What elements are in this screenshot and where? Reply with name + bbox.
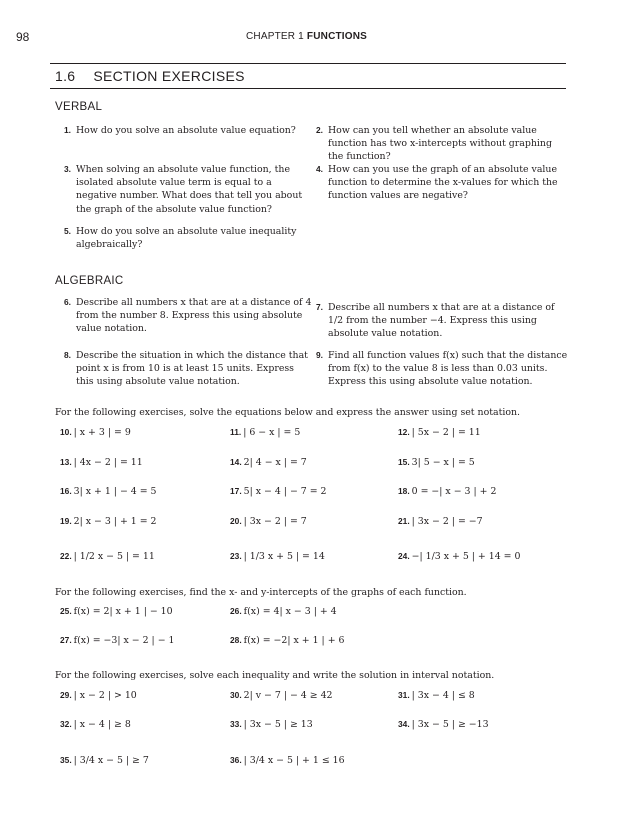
exercise-number: 21.: [398, 516, 410, 526]
exercise-text: Describe the situation in which the distance that point x is from 10 is at least 15 units. Express this using absolute value notation.: [76, 350, 308, 388]
section-title: [55, 68, 245, 84]
intercepts-intro: For the following exercises, find the x- and y-intercepts of the graphs of each function.: [55, 587, 467, 598]
equation: 2| 4 − x | = 7: [243, 457, 307, 468]
exercise-number: 5.: [64, 226, 71, 236]
exercise-3: [64, 163, 314, 216]
exercise-number: 15.: [398, 457, 410, 467]
exercise-number: 2.: [316, 125, 323, 135]
exercise-35: [60, 755, 149, 766]
section-title-text: SECTION EXERCISES: [93, 68, 245, 84]
exercise-number: 24.: [398, 551, 410, 561]
exercise-14: [230, 457, 307, 468]
exercise-text: Find all function values f(x) such that the distance from f(x) to the value 8 is less than 0.03 units. Express this using absolute value notation.: [328, 350, 568, 388]
algebraic-heading: ALGEBRAIC: [55, 275, 124, 287]
exercise-30: [230, 690, 333, 701]
exercise-24: [398, 551, 520, 562]
exercise-number: 13.: [60, 457, 72, 467]
equation: | x + 3 | = 9: [73, 427, 131, 438]
equation: | 1/3 x + 5 | = 14: [243, 551, 325, 562]
exercise-2: [316, 124, 570, 164]
verbal-heading: VERBAL: [55, 101, 103, 113]
exercise-11: [230, 427, 300, 438]
equation: | 3x − 5 | ≥ 13: [243, 719, 313, 730]
exercise-number: 33.: [230, 719, 242, 729]
exercise-text: How can you tell whether an absolute value function has two x-intercepts without graphing the function?: [328, 125, 552, 163]
equation: | x − 4 | ≥ 8: [73, 719, 131, 730]
exercise-number: 8.: [64, 350, 71, 360]
equation: | 6 − x | = 5: [243, 427, 301, 438]
equation: f(x) = −3| x − 2 | − 1: [73, 635, 175, 646]
equation: | 3x − 2 | = 7: [243, 516, 307, 527]
exercise-20: [230, 516, 307, 527]
equation: f(x) = 2| x + 1 | − 10: [73, 606, 173, 617]
exercise-number: 9.: [316, 350, 323, 360]
exercise-text: How do you solve an absolute value inequality algebraically?: [76, 226, 297, 251]
exercise-25: [60, 606, 173, 617]
exercise-number: 23.: [230, 551, 242, 561]
equation: | x − 2 | > 10: [73, 690, 137, 701]
section-rule-top: [50, 63, 566, 64]
exercise-text: Describe all numbers x that are at a distance of 4 from the number 8. Express this using absolute value notation.: [76, 297, 312, 335]
exercise-7: [316, 301, 570, 341]
exercise-15: [398, 457, 475, 468]
exercise-8: [64, 349, 314, 389]
exercise-number: 36.: [230, 755, 242, 765]
exercise-22: [60, 551, 155, 562]
exercise-32: [60, 719, 131, 730]
exercise-10: [60, 427, 131, 438]
equation: 2| v − 7 | − 4 ≥ 42: [243, 690, 333, 701]
equation: | 5x − 2 | = 11: [411, 427, 481, 438]
equation: 5| x − 4 | − 7 = 2: [243, 486, 327, 497]
exercise-4: [316, 163, 570, 203]
exercise-number: 26.: [230, 606, 242, 616]
equation: 3| x + 1 | − 4 = 5: [73, 486, 157, 497]
exercise-1: [64, 124, 304, 137]
exercise-number: 1.: [64, 125, 71, 135]
set-notation-intro: For the following exercises, solve the equations below and express the answer using set notation.: [55, 407, 521, 418]
exercise-number: 25.: [60, 606, 72, 616]
exercise-number: 32.: [60, 719, 72, 729]
chapter-label: CHAPTER 1: [246, 31, 304, 42]
exercise-33: [230, 719, 313, 730]
equation: | 3/4 x − 5 | ≥ 7: [73, 755, 149, 766]
exercise-17: [230, 486, 327, 497]
equation: | 3x − 2 | = −7: [411, 516, 483, 527]
equation: | 3x − 5 | ≥ −13: [411, 719, 489, 730]
equation: | 3x − 4 | ≤ 8: [411, 690, 475, 701]
exercise-number: 18.: [398, 486, 410, 496]
equation: f(x) = −2| x + 1 | + 6: [243, 635, 345, 646]
exercise-number: 34.: [398, 719, 410, 729]
exercise-number: 19.: [60, 516, 72, 526]
exercise-5: [64, 225, 314, 251]
page-number: 98: [16, 30, 30, 44]
exercise-12: [398, 427, 481, 438]
exercise-18: [398, 486, 496, 497]
exercise-31: [398, 690, 475, 701]
exercise-28: [230, 635, 345, 646]
exercise-number: 22.: [60, 551, 72, 561]
exercise-text: How do you solve an absolute value equation?: [76, 125, 296, 136]
inequalities-intro: For the following exercises, solve each inequality and write the solution in interval notation.: [55, 670, 495, 681]
exercise-36: [230, 755, 345, 766]
exercise-number: 17.: [230, 486, 242, 496]
equation: 3| 5 − x | = 5: [411, 457, 475, 468]
exercise-number: 6.: [64, 297, 71, 307]
exercise-number: 12.: [398, 427, 410, 437]
exercise-number: 35.: [60, 755, 72, 765]
section-rule-bottom: [50, 88, 566, 89]
equation: f(x) = 4| x − 3 | + 4: [243, 606, 337, 617]
equation: 0 = −| x − 3 | + 2: [411, 486, 497, 497]
exercise-number: 7.: [316, 302, 323, 312]
exercise-text: Describe all numbers x that are at a distance of 1/2 from the number −4. Express this using absolute value notation.: [328, 302, 555, 340]
exercise-text: When solving an absolute value function, the isolated absolute value term is equal to a negative number. What does that tell you about the graph of the absolute value function?: [76, 164, 303, 215]
chapter-title: FUNCTIONS: [306, 31, 368, 42]
equation: 2| x − 3 | + 1 = 2: [73, 516, 157, 527]
equation: | 3/4 x − 5 | + 1 ≤ 16: [243, 755, 345, 766]
exercise-21: [398, 516, 483, 527]
exercise-number: 29.: [60, 690, 72, 700]
exercise-13: [60, 457, 143, 468]
exercise-26: [230, 606, 337, 617]
chapter-header: [246, 31, 367, 42]
exercise-number: 10.: [60, 427, 72, 437]
exercise-number: 30.: [230, 690, 242, 700]
equation: | 4x − 2 | = 11: [73, 457, 143, 468]
exercise-number: 16.: [60, 486, 72, 496]
exercise-number: 4.: [316, 164, 323, 174]
equation: −| 1/3 x + 5 | + 14 = 0: [411, 551, 521, 562]
exercise-23: [230, 551, 325, 562]
exercise-text: How can you use the graph of an absolute value function to determine the x-values for which the function values are negative?: [328, 164, 558, 202]
exercise-19: [60, 516, 157, 527]
exercise-number: 3.: [64, 164, 71, 174]
exercise-number: 28.: [230, 635, 242, 645]
equation: | 1/2 x − 5 | = 11: [73, 551, 155, 562]
exercise-34: [398, 719, 489, 730]
exercise-29: [60, 690, 137, 701]
exercise-number: 31.: [398, 690, 410, 700]
exercise-6: [64, 296, 314, 336]
exercise-16: [60, 486, 157, 497]
exercise-number: 20.: [230, 516, 242, 526]
exercise-number: 27.: [60, 635, 72, 645]
exercise-9: [316, 349, 570, 389]
exercise-27: [60, 635, 175, 646]
exercise-number: 14.: [230, 457, 242, 467]
exercise-number: 11.: [230, 427, 242, 437]
section-number: 1.6: [55, 68, 76, 84]
